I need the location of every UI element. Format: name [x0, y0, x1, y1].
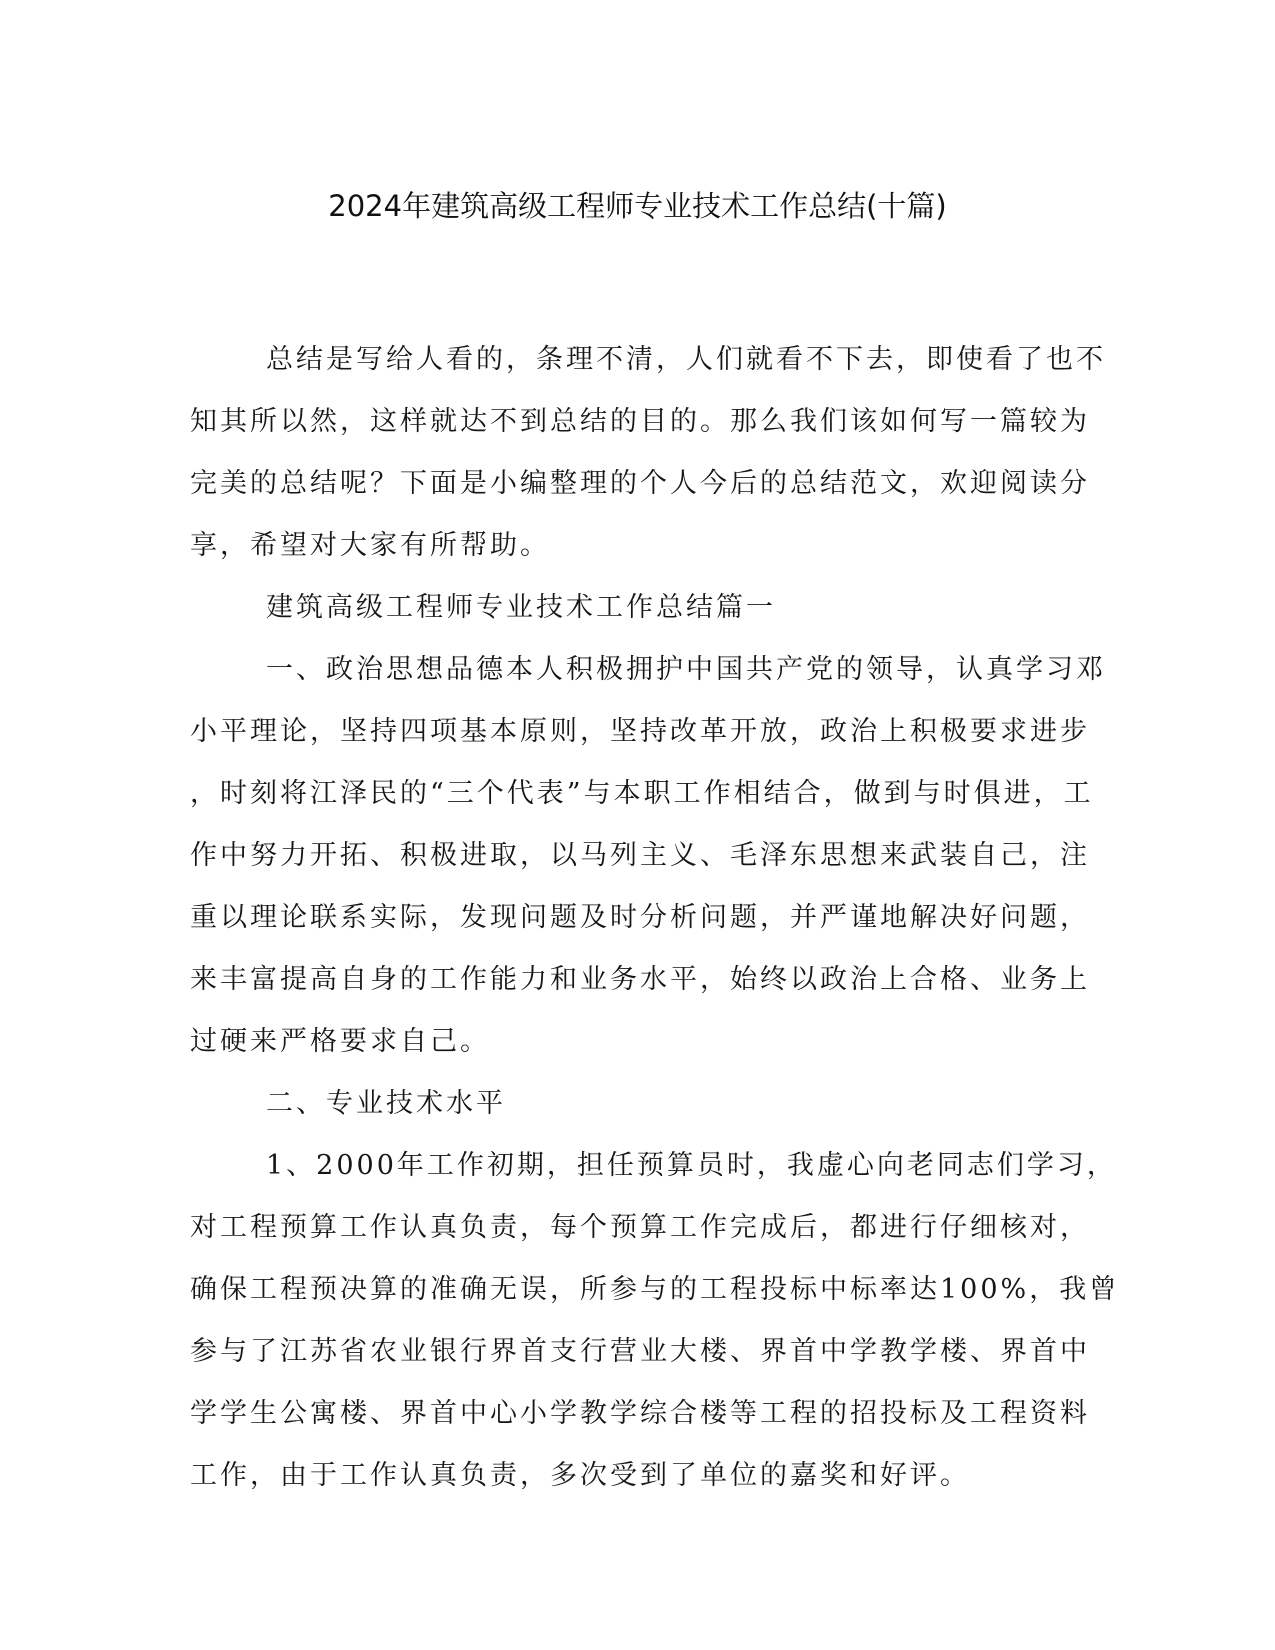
text-line: 小平理论，坚持四项基本原则，坚持改革开放，政治上积极要求进步	[190, 716, 1090, 747]
text-line: 1、2000年工作初期，担任预算员时，我虚心向老同志们学习，	[266, 1150, 1117, 1181]
text-line: 学学生公寓楼、界首中心小学教学综合楼等工程的招投标及工程资料	[190, 1398, 1090, 1429]
text-line: 对工程预算工作认真负责，每个预算工作完成后，都进行仔细核对，	[190, 1212, 1090, 1243]
text-line: 重以理论联系实际，发现问题及时分析问题，并严谨地解决好问题，	[190, 902, 1090, 933]
text-line: 一、政治思想品德本人积极拥护中国共产党的领导，认真学习邓	[266, 654, 1106, 685]
text-line: ，时刻将江泽民的“三个代表”与本职工作相结合，做到与时俱进，工	[190, 778, 1094, 809]
text-line: 知其所以然，这样就达不到总结的目的。那么我们该如何写一篇较为	[190, 406, 1090, 437]
document-body	[190, 329, 1120, 1507]
text-line: 确保工程预决算的准确无误，所参与的工程投标中标率达100%，我曾	[190, 1274, 1120, 1305]
text-line: 总结是写给人看的，条理不清，人们就看不下去，即使看了也不	[266, 344, 1106, 375]
text-line: 完美的总结呢？下面是小编整理的个人今后的总结范文，欢迎阅读分	[190, 468, 1090, 499]
document-title: 2024年建筑高级工程师专业技术工作总结(十篇)	[328, 189, 947, 223]
text-line: 建筑高级工程师专业技术工作总结篇一	[266, 592, 776, 623]
text-line: 作中努力开拓、积极进取，以马列主义、毛泽东思想来武装自己，注	[190, 840, 1090, 871]
text-line: 过硬来严格要求自己。	[190, 1026, 490, 1057]
text-line: 二、专业技术水平	[266, 1088, 506, 1119]
text-line: 享，希望对大家有所帮助。	[190, 530, 550, 561]
text-line: 来丰富提高自身的工作能力和业务水平，始终以政治上合格、业务上	[190, 964, 1090, 995]
text-line: 工作，由于工作认真负责，多次受到了单位的嘉奖和好评。	[190, 1460, 970, 1491]
text-line: 参与了江苏省农业银行界首支行营业大楼、界首中学教学楼、界首中	[190, 1336, 1090, 1367]
